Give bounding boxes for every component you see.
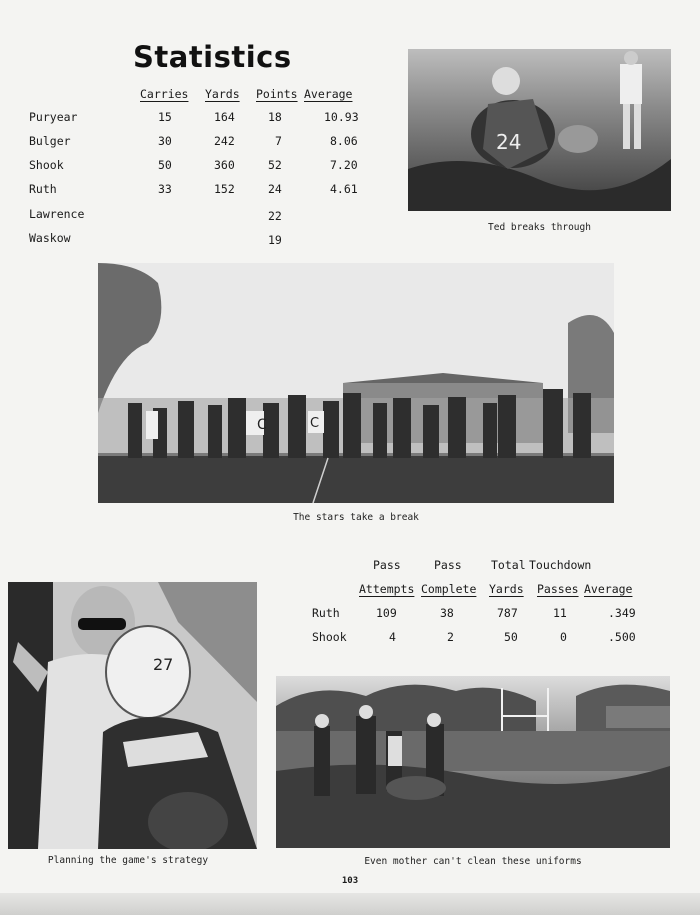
row-name: Shook	[312, 630, 347, 644]
row-yards: 242	[214, 134, 235, 148]
row-name: Ruth	[29, 182, 57, 196]
row-points: 22	[268, 209, 282, 223]
row-average: .500	[608, 630, 636, 644]
row-average: 4.61	[330, 182, 358, 196]
page-title: Statistics	[133, 40, 292, 74]
row-name: Waskow	[29, 231, 71, 245]
photo-muddy-uniforms	[276, 676, 670, 848]
header-average: Average	[304, 87, 353, 101]
row-name: Shook	[29, 158, 64, 172]
header-yards: Yards	[489, 582, 524, 596]
row-average: 8.06	[330, 134, 358, 148]
page-bottom-edge	[0, 893, 700, 915]
caption-stars-take-a-break: The stars take a break	[293, 512, 419, 523]
header-complete: Complete	[421, 582, 477, 596]
row-carries: 33	[158, 182, 172, 196]
caption-ted-breaks-through: Ted breaks through	[488, 222, 591, 233]
header-attempts: Attempts	[359, 582, 415, 596]
row-yards: 787	[497, 606, 518, 620]
header-passes: Passes	[537, 582, 579, 596]
photo-ted-breaks-through	[408, 49, 671, 211]
header-total: Total	[491, 558, 526, 572]
row-attempts: 109	[376, 606, 397, 620]
row-name: Bulger	[29, 134, 71, 148]
header-average: Average	[584, 582, 633, 596]
photo-stars-take-a-break	[98, 263, 614, 503]
row-points: 52	[268, 158, 282, 172]
header-pass: Pass	[434, 558, 462, 572]
row-attempts: 4	[389, 630, 396, 644]
row-complete: 2	[447, 630, 454, 644]
row-complete: 38	[440, 606, 454, 620]
row-yards: 50	[504, 630, 518, 644]
caption-muddy-uniforms: Even mother can't clean these uniforms	[364, 856, 582, 867]
row-td-passes: 11	[553, 606, 567, 620]
row-name: Puryear	[29, 110, 78, 124]
row-average: 7.20	[330, 158, 358, 172]
header-touchdown: Touchdown	[529, 558, 592, 572]
row-yards: 152	[214, 182, 235, 196]
header-carries: Carries	[140, 87, 189, 101]
row-points: 7	[275, 134, 282, 148]
caption-planning-strategy: Planning the game's strategy	[47, 855, 209, 866]
header-pass: Pass	[373, 558, 401, 572]
page-number: 103	[341, 876, 359, 886]
row-points: 18	[268, 110, 282, 124]
svg-text:C: C	[310, 416, 320, 431]
row-name: Lawrence	[29, 207, 85, 221]
header-yards: Yards	[205, 87, 240, 101]
photo-planning-strategy	[8, 582, 257, 849]
row-average: .349	[608, 606, 636, 620]
row-name: Ruth	[312, 606, 340, 620]
row-td-passes: 0	[560, 630, 567, 644]
svg-text:27: 27	[153, 655, 174, 674]
row-carries: 50	[158, 158, 172, 172]
row-carries: 30	[158, 134, 172, 148]
header-points: Points	[256, 87, 298, 101]
row-yards: 360	[214, 158, 235, 172]
svg-text:C: C	[257, 417, 267, 433]
row-yards: 164	[214, 110, 235, 124]
row-average: 10.93	[324, 110, 359, 124]
svg-text:24: 24	[496, 130, 522, 154]
row-points: 24	[268, 182, 282, 196]
row-points: 19	[268, 233, 282, 247]
row-carries: 15	[158, 110, 172, 124]
